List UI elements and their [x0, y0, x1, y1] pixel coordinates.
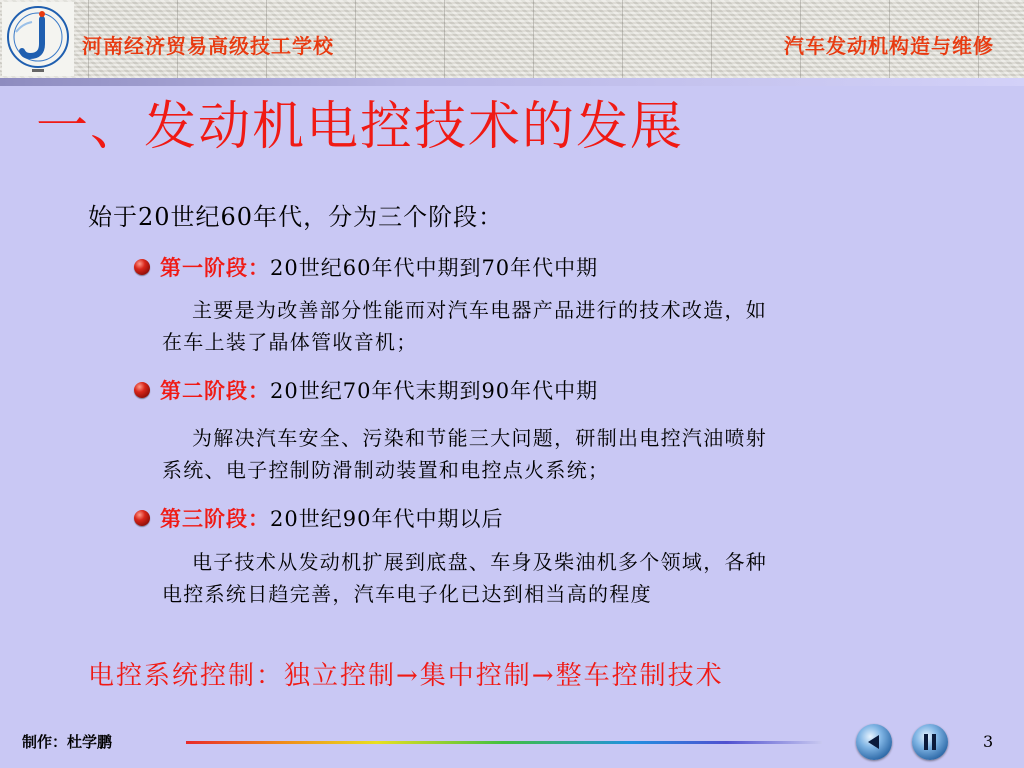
stage-2-label: 第二阶段： — [160, 378, 270, 403]
header-bar — [0, 0, 1024, 78]
bullet-icon — [134, 259, 150, 275]
bullet-icon — [134, 510, 150, 526]
stage-2 — [134, 375, 598, 405]
footer-divider — [186, 741, 822, 744]
stage-3-period: 20世纪90年代中期以后 — [270, 507, 504, 531]
stage-1-description — [162, 294, 962, 358]
stage-3-label: 第三阶段： — [160, 506, 270, 531]
stage-2-desc-line-1: 为解决汽车安全、污染和节能三大问题，研制出电控汽油喷射 — [192, 426, 768, 450]
stage-1-desc-line-2: 在车上装了晶体管收音机； — [162, 330, 418, 354]
stage-2-period: 20世纪70年代末期到90年代中期 — [270, 379, 599, 403]
stage-1-period: 20世纪60年代中期到70年代中期 — [270, 256, 599, 280]
school-name: 河南经济贸易高级技工学校 — [82, 34, 334, 58]
pause-icon — [912, 724, 948, 760]
stage-1-label: 第一阶段： — [160, 255, 270, 280]
stage-3-desc-line-1: 电子技术从发动机扩展到底盘、车身及柴油机多个领域，各种 — [192, 550, 768, 574]
stage-3-desc-line-2: 电控系统日趋完善，汽车电子化已达到相当高的程度 — [162, 582, 652, 606]
school-logo — [2, 2, 74, 76]
stage-1 — [134, 252, 598, 282]
stage-2-description — [162, 422, 962, 486]
stage-3-description — [162, 546, 962, 610]
summary-text: 电控系统控制：独立控制→集中控制→整车控制技术 — [88, 661, 724, 691]
page-number: 3 — [983, 732, 994, 751]
bullet-icon — [134, 382, 150, 398]
stage-3 — [134, 503, 503, 533]
stage-1-desc-line-1: 主要是为改善部分性能而对汽车电器产品进行的技术改造，如 — [192, 298, 768, 322]
stage-2-desc-line-2: 系统、电子控制防滑制动装置和电控点火系统； — [162, 458, 610, 482]
course-name: 汽车发动机构造与维修 — [784, 34, 994, 58]
author-credit: 制作：杜学鹏 — [22, 733, 113, 751]
pause-button[interactable] — [912, 724, 948, 760]
previous-arrow-icon — [856, 724, 892, 760]
header-divider — [0, 78, 1024, 86]
previous-button[interactable] — [856, 724, 892, 760]
intro-text: 始于20世纪60年代，分为三个阶段： — [88, 203, 504, 231]
slide-title: 一、发动机电控技术的发展 — [36, 97, 685, 157]
